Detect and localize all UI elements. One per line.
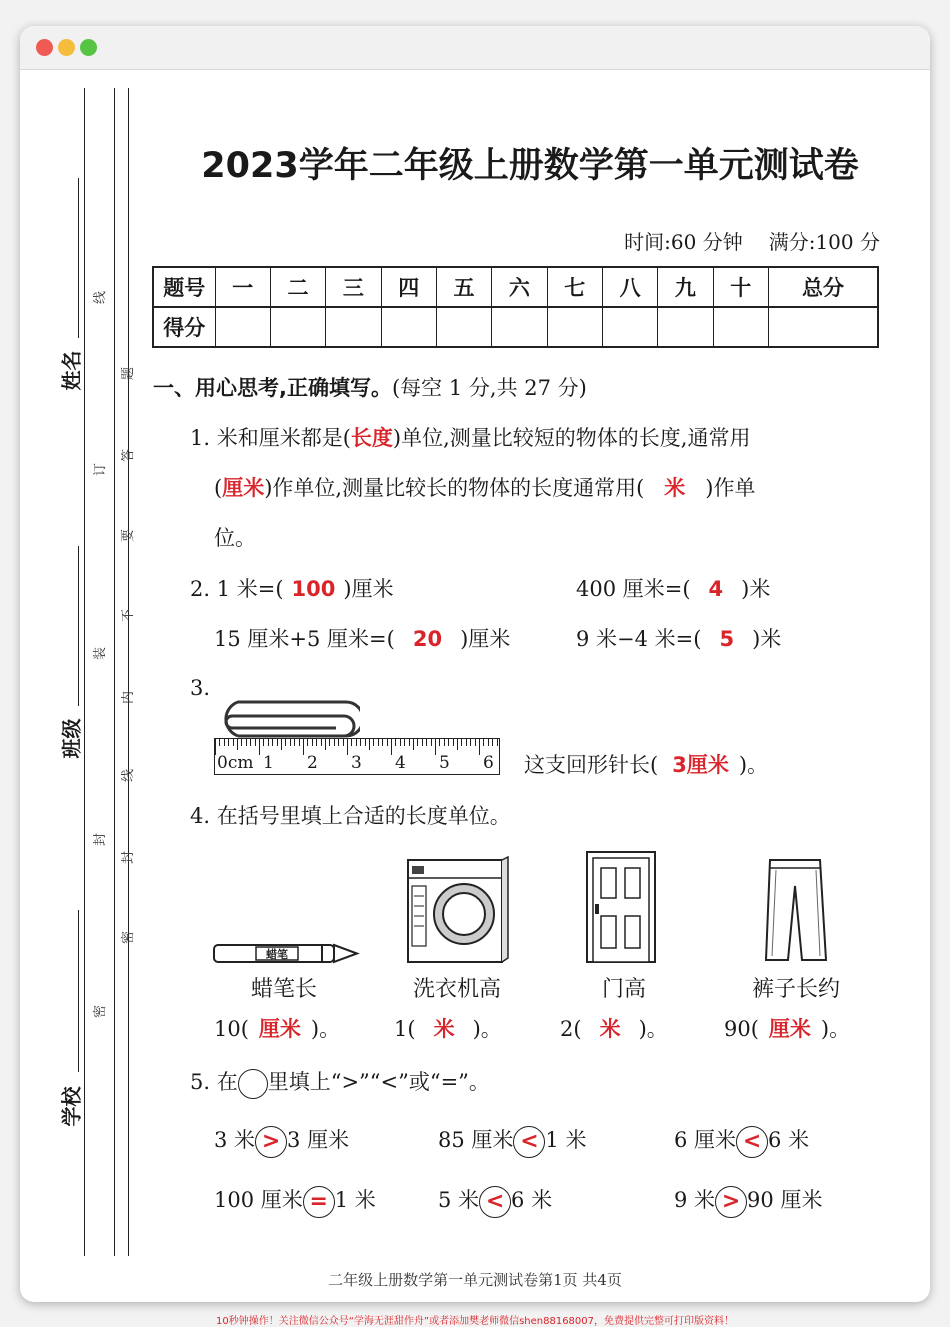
class-underline <box>78 546 79 706</box>
name-label: 姓名 <box>59 350 84 391</box>
score-table-score-row <box>153 307 878 347</box>
page-title: 2023学年二年级上册数学第一单元测试卷 <box>201 146 859 186</box>
comparison-item <box>438 1184 552 1218</box>
question-text: )作单位,测量比较长的物体的长度通常用( <box>264 476 645 500</box>
answer: 100 <box>291 577 336 601</box>
ruler-minor-tick <box>246 739 247 746</box>
question-1-line-1 <box>190 422 750 452</box>
ruler-minor-tick <box>250 739 251 746</box>
question-text: )米 <box>741 577 771 601</box>
score-cell[interactable] <box>436 307 491 347</box>
ruler-minor-tick <box>461 739 462 746</box>
question-text: ( <box>214 476 223 500</box>
table-cell: 三 <box>326 267 381 307</box>
answer: 5 <box>719 627 735 651</box>
ruler-minor-tick <box>378 739 379 746</box>
ruler-minor-tick <box>219 739 220 746</box>
ruler-minor-tick <box>312 739 313 746</box>
close-window-button[interactable] <box>36 39 53 56</box>
ruler-minor-tick <box>285 739 286 746</box>
question-3-text <box>524 749 768 779</box>
ruler-minor-tick <box>338 739 339 746</box>
ruler-minor-tick <box>351 739 352 746</box>
ruler-minor-tick <box>431 739 432 746</box>
comparison-right: 1 米 <box>545 1128 587 1152</box>
score-cell[interactable] <box>768 307 878 347</box>
maximize-window-button[interactable] <box>80 39 97 56</box>
seal-char: 内 <box>121 690 137 705</box>
ruler-minor-tick <box>439 739 440 746</box>
ruler-minor-tick <box>457 739 458 750</box>
comparison-left: 9 米 <box>674 1188 716 1212</box>
comparison-item <box>674 1184 822 1218</box>
comparison-item <box>674 1124 809 1158</box>
ruler-minor-tick <box>409 739 410 746</box>
binding-line-2 <box>114 88 115 1256</box>
ruler-minor-tick <box>395 739 396 746</box>
score-cell[interactable] <box>658 307 713 347</box>
question-text: 2. 1 米=( <box>190 577 284 601</box>
comparison-left: 85 厘米 <box>438 1128 514 1152</box>
ruler-minor-tick <box>325 739 326 750</box>
ruler-minor-tick <box>277 739 278 746</box>
ruler-minor-tick <box>373 739 374 746</box>
question-text: 90( <box>724 1017 759 1041</box>
answer: 3厘米 <box>672 753 729 777</box>
question-2d <box>576 623 781 653</box>
ruler-minor-tick <box>413 739 414 750</box>
table-cell: 得分 <box>153 307 215 347</box>
answer: 米 <box>599 1017 621 1041</box>
school-label: 学校 <box>59 1086 84 1127</box>
circle-icon <box>238 1069 268 1099</box>
answer: 长度 <box>350 426 393 450</box>
answer: 厘米 <box>768 1017 811 1041</box>
comparison-item <box>214 1124 349 1158</box>
ruler-tick <box>303 739 304 755</box>
binding-line-3 <box>128 88 129 1256</box>
ruler-minor-tick <box>255 739 256 746</box>
full-score: 满分:100 分 <box>768 230 880 254</box>
question-text: )。 <box>820 1017 851 1041</box>
score-cell[interactable] <box>492 307 547 347</box>
question-text: 9 米−4 米=( <box>576 627 702 651</box>
seal-char: 线 <box>121 768 137 783</box>
item-answer <box>394 1013 502 1043</box>
seal-char: 不 <box>121 608 137 623</box>
ruler-tick <box>435 739 436 755</box>
ruler-minor-tick <box>334 739 335 746</box>
question-2a <box>190 573 394 603</box>
ruler-minor-tick <box>268 739 269 746</box>
question-text: )。 <box>738 753 769 777</box>
table-cell: 二 <box>270 267 325 307</box>
question-text: 这支回形针长( <box>524 753 659 777</box>
answer: 厘米 <box>222 476 265 500</box>
ruler-minor-tick <box>263 739 264 746</box>
crayon-icon <box>212 940 360 968</box>
ruler-label: 0cm <box>217 753 254 773</box>
exam-meta <box>598 226 880 255</box>
item-answer <box>724 1013 850 1043</box>
seal-char: 封 <box>121 850 137 865</box>
item-answer <box>214 1013 340 1043</box>
item-label: 蜡笔长 <box>250 977 317 1002</box>
table-cell: 题号 <box>153 267 215 307</box>
comparison-left: 100 厘米 <box>214 1188 303 1212</box>
comparison-left: 3 米 <box>214 1128 256 1152</box>
score-cell[interactable] <box>713 307 768 347</box>
item-label: 洗衣机高 <box>412 977 501 1002</box>
answer: 厘米 <box>258 1017 301 1041</box>
class-label: 班级 <box>59 718 84 759</box>
question-text: )米 <box>752 627 782 651</box>
minimize-window-button[interactable] <box>58 39 75 56</box>
question-5-heading <box>190 1066 490 1099</box>
ruler-label: 2 <box>307 753 318 773</box>
section-note: (每空 1 分,共 27 分) <box>391 376 587 400</box>
comparison-answer: > <box>715 1186 747 1218</box>
window-titlebar <box>20 26 930 70</box>
score-cell[interactable] <box>547 307 602 347</box>
score-cell[interactable] <box>215 307 270 347</box>
question-text: 1( <box>394 1017 416 1041</box>
ruler-tick <box>259 739 260 755</box>
seal-char: 订 <box>93 462 109 477</box>
comparison-answer: > <box>255 1126 287 1158</box>
ruler <box>214 738 500 775</box>
ruler-minor-tick <box>316 739 317 746</box>
ruler-minor-tick <box>492 739 493 746</box>
seal-char: 答 <box>121 448 137 463</box>
table-cell: 七 <box>547 267 602 307</box>
answer: 4 <box>708 577 724 601</box>
comparison-left: 6 厘米 <box>674 1128 737 1152</box>
school-underline <box>78 910 79 1072</box>
ruler-minor-tick <box>343 739 344 746</box>
question-text: 400 厘米=( <box>576 577 691 601</box>
ruler-minor-tick <box>470 739 471 746</box>
binding-line-1 <box>84 88 85 1256</box>
paperclip-icon <box>218 698 360 740</box>
question-text: )。 <box>310 1017 341 1041</box>
comparison-right: 1 米 <box>334 1188 376 1212</box>
ruler-minor-tick <box>387 739 388 746</box>
question-text: )厘米 <box>343 577 394 601</box>
ruler-label: 4 <box>395 753 406 773</box>
comparison-answer: < <box>479 1186 511 1218</box>
seal-char: 封 <box>93 832 109 847</box>
seal-char: 密 <box>93 1004 109 1019</box>
ruler-minor-tick <box>448 739 449 746</box>
time-limit: 时间:60 分钟 <box>624 230 743 254</box>
door-icon <box>585 850 661 966</box>
table-cell: 四 <box>381 267 436 307</box>
question-text: 15 厘米+5 厘米=( <box>214 627 395 651</box>
ruler-minor-tick <box>369 739 370 750</box>
answer: 米 <box>664 476 686 500</box>
ruler-tick <box>391 739 392 755</box>
seal-char: 线 <box>93 290 109 305</box>
ruler-minor-tick <box>453 739 454 746</box>
ruler-minor-tick <box>329 739 330 746</box>
table-cell: 八 <box>602 267 657 307</box>
pants-icon <box>762 856 830 964</box>
ruler-minor-tick <box>360 739 361 746</box>
ruler-minor-tick <box>404 739 405 746</box>
question-2c <box>214 623 510 653</box>
item-answer <box>560 1013 668 1043</box>
ruler-minor-tick <box>488 739 489 746</box>
question-text: )单位,测量比较短的物体的长度,通常用 <box>392 426 751 450</box>
ruler-label: 5 <box>439 753 450 773</box>
table-cell: 九 <box>658 267 713 307</box>
comparison-item <box>214 1184 376 1218</box>
washing-machine-icon <box>406 856 510 964</box>
ruler-minor-tick <box>224 739 225 746</box>
ruler-label: 1 <box>263 753 274 773</box>
seal-char: 密 <box>121 930 137 945</box>
ruler-minor-tick <box>290 739 291 746</box>
ruler-minor-tick <box>382 739 383 746</box>
question-text: 1. 米和厘米都是( <box>190 426 351 450</box>
answer: 米 <box>433 1017 455 1041</box>
question-4-heading: 4. 在括号里填上合适的长度单位。 <box>190 804 511 828</box>
comparison-answer: < <box>513 1126 545 1158</box>
question-text: 10( <box>214 1017 249 1041</box>
ruler-label: 3 <box>351 753 362 773</box>
table-cell: 十 <box>713 267 768 307</box>
comparison-right: 3 厘米 <box>287 1128 350 1152</box>
item-label: 裤子长约 <box>751 977 840 1002</box>
question-text: )作单 <box>705 476 756 500</box>
question-1-line-2 <box>214 472 755 502</box>
question-text: 2( <box>560 1017 582 1041</box>
ruler-minor-tick <box>422 739 423 746</box>
ruler-minor-tick <box>321 739 322 746</box>
ruler-minor-tick <box>241 739 242 746</box>
comparison-item <box>438 1124 586 1158</box>
section-title: 一、用心思考,正确填写。 <box>153 376 392 400</box>
name-underline <box>78 178 79 338</box>
ruler-minor-tick <box>483 739 484 746</box>
question-1-line-3: 位。 <box>214 526 256 550</box>
ruler-minor-tick <box>356 739 357 746</box>
document-window <box>20 26 930 1302</box>
table-cell: 一 <box>215 267 270 307</box>
score-table <box>152 266 879 348</box>
ruler-tick <box>479 739 480 755</box>
ruler-minor-tick <box>299 739 300 746</box>
score-table-header-row <box>153 267 878 307</box>
question-text: 5. 在 <box>190 1070 238 1094</box>
question-3-number: 3. <box>190 676 211 700</box>
ruler-tick <box>215 739 216 755</box>
ruler-label: 6 <box>483 753 494 773</box>
crayon-label: 蜡笔 <box>266 948 288 961</box>
ruler-minor-tick <box>466 739 467 746</box>
section-heading <box>153 372 587 402</box>
ruler-minor-tick <box>281 739 282 750</box>
comparison-right: 6 米 <box>511 1188 553 1212</box>
page-footer: 二年级上册数学第一单元测试卷第1页 共4页 <box>328 1271 622 1289</box>
ruler-minor-tick <box>475 739 476 746</box>
question-text: )。 <box>638 1017 668 1041</box>
ruler-minor-tick <box>417 739 418 746</box>
ruler-minor-tick <box>237 739 238 750</box>
seal-char: 题 <box>121 366 137 381</box>
question-2b <box>576 573 770 603</box>
ruler-minor-tick <box>294 739 295 746</box>
ruler-minor-tick <box>228 739 229 746</box>
comparison-left: 5 米 <box>438 1188 480 1212</box>
comparison-right: 6 米 <box>768 1128 810 1152</box>
comparison-right: 90 厘米 <box>747 1188 823 1212</box>
score-cell[interactable] <box>270 307 325 347</box>
ruler-minor-tick <box>400 739 401 746</box>
ruler-minor-tick <box>444 739 445 746</box>
ruler-minor-tick <box>307 739 308 746</box>
ruler-minor-tick <box>426 739 427 746</box>
question-text: 里填上“>”“<”或“=”。 <box>267 1070 490 1094</box>
comparison-answer: = <box>303 1186 335 1218</box>
ruler-minor-tick <box>365 739 366 746</box>
comparison-answer: < <box>736 1126 768 1158</box>
score-cell[interactable] <box>326 307 381 347</box>
table-cell: 五 <box>436 267 491 307</box>
ruler-minor-tick <box>233 739 234 746</box>
answer: 20 <box>412 627 443 651</box>
seal-char: 装 <box>93 646 109 661</box>
question-text: )厘米 <box>460 627 511 651</box>
score-cell[interactable] <box>381 307 436 347</box>
item-label: 门高 <box>601 977 646 1002</box>
promo-notice: 10秒钟操作！关注微信公众号“学海无涯甜作舟”或者添加樊老师微信shen88168007，免费提供完整可打印版资料！ <box>215 1316 735 1327</box>
score-cell[interactable] <box>602 307 657 347</box>
ruler-minor-tick <box>497 739 498 746</box>
ruler-tick <box>347 739 348 755</box>
table-cell: 六 <box>492 267 547 307</box>
ruler-minor-tick <box>272 739 273 746</box>
seal-char: 要 <box>121 528 137 543</box>
question-text: )。 <box>472 1017 502 1041</box>
table-cell: 总分 <box>768 267 878 307</box>
